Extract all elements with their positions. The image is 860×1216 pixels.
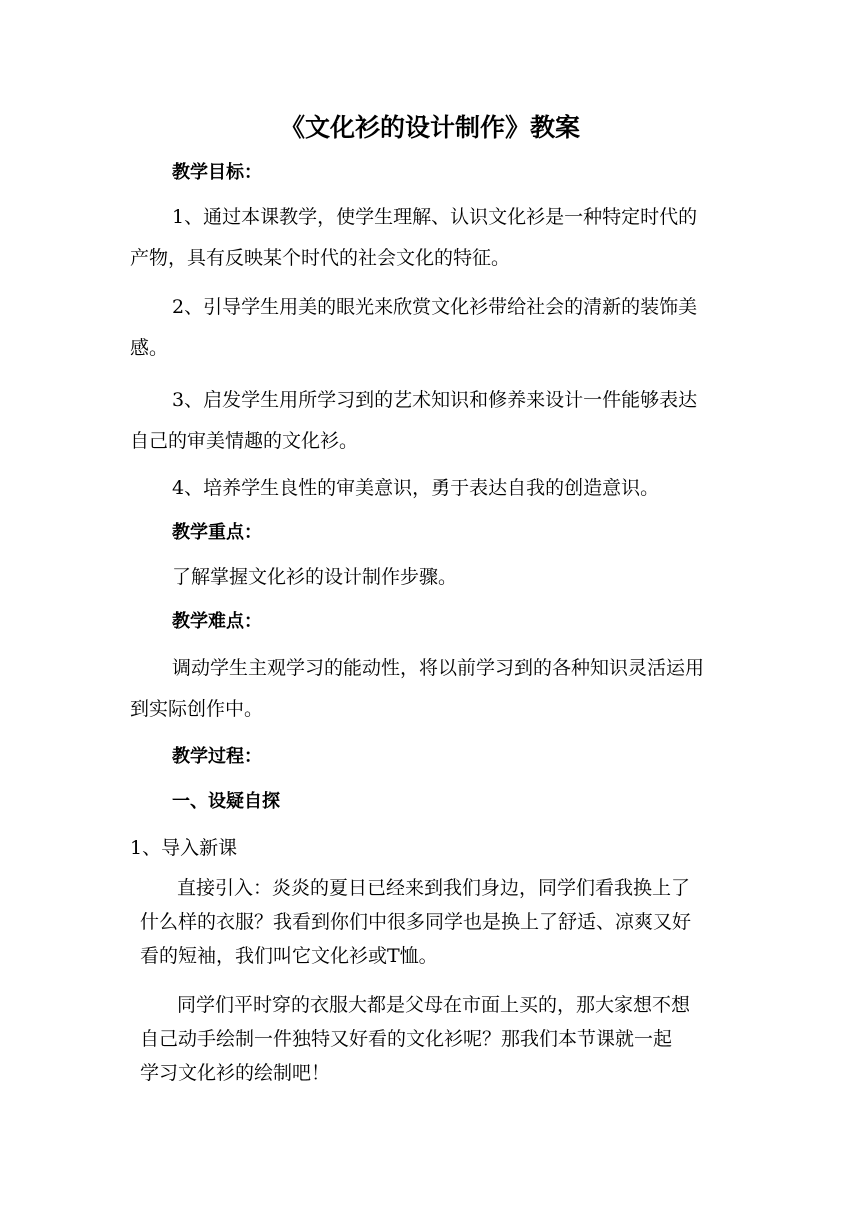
objective-1-line-2: 产物，具有反映某个时代的社会文化的特征。 — [130, 247, 511, 269]
objectives-heading: 教学目标： — [172, 162, 262, 183]
difficulties-line-1: 调动学生主观学习的能动性，将以前学习到的各种知识灵活运用 — [172, 657, 705, 679]
section-heading-1: 一、设疑自探 — [172, 791, 280, 812]
objective-item-1 — [130, 197, 730, 279]
objective-3-line-2: 自己的审美情趣的文化衫。 — [130, 430, 359, 452]
para2-line-2: 自己动手绘制一件独特又好看的文化衫呢？那我们本节课就一起 — [140, 1028, 673, 1050]
para2-line-1: 同学们平时穿的衣服大都是父母在市面上买的，那大家想不想 — [177, 994, 691, 1016]
key-points-text: 了解掌握文化衫的设计制作步骤。 — [172, 566, 458, 588]
objective-item-2 — [130, 287, 730, 369]
objective-4-line-1: 4、培养学生良性的审美意识，勇于表达自我的创造意识。 — [172, 477, 660, 499]
objective-1-line-1: 1、通过本课教学，使学生理解、认识文化衫是一种特定时代的 — [172, 206, 698, 228]
objective-2-line-2: 感。 — [130, 337, 169, 359]
difficulties-line-2: 到实际创作中。 — [130, 698, 264, 720]
process-heading: 教学过程： — [172, 746, 262, 767]
para1-line-1: 直接引入：炎炎的夏日已经来到我们身边，同学们看我换上了 — [177, 877, 691, 899]
intro-paragraph-2 — [140, 988, 740, 1090]
objective-3-line-1: 3、启发学生用所学习到的艺术知识和修养来设计一件能够表达 — [172, 389, 698, 411]
objective-item-4 — [130, 468, 730, 509]
para1-line-2: 什么样的衣服？我看到你们中很多同学也是换上了舒适、凉爽又好 — [140, 911, 692, 933]
difficulties-heading: 教学难点： — [172, 611, 262, 632]
step-heading-1: 1、导入新课 — [130, 837, 238, 859]
key-points-heading: 教学重点： — [172, 522, 262, 543]
objective-item-3 — [130, 380, 730, 462]
document-title: 《文化衫的设计制作》教案 — [279, 113, 580, 142]
difficulties-text — [130, 648, 730, 730]
para2-line-3: 学习文化衫的绘制吧！ — [140, 1062, 331, 1084]
objective-2-line-1: 2、引导学生用美的眼光来欣赏文化衫带给社会的清新的装饰美 — [172, 296, 698, 318]
intro-paragraph-1 — [140, 871, 740, 973]
para1-line-3: 看的短袖，我们叫它文化衫或T恤。 — [140, 945, 438, 967]
